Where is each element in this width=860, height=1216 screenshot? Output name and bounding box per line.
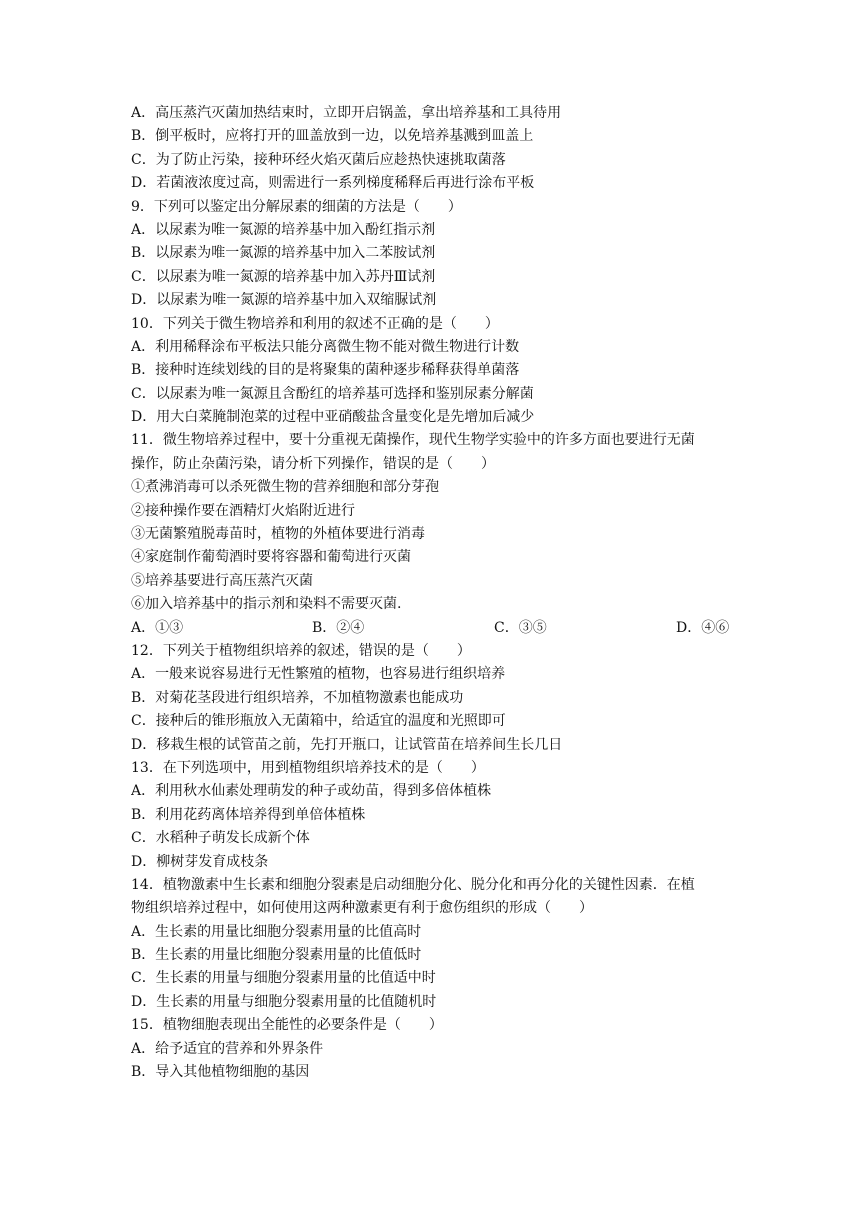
q15-stem: 15．植物细胞表现出全能性的必要条件是（ ） bbox=[131, 1017, 443, 1034]
q14-stem-line-1: 14．植物激素中生长素和细胞分裂素是启动细胞分化、脱分化和再分化的关键性因素．在植 bbox=[131, 876, 695, 893]
q12-option-c: C．接种后的锥形瓶放入无菌箱中，给适宜的温度和光照即可 bbox=[131, 713, 506, 730]
q11-option-d: D．④⑥ bbox=[676, 619, 730, 636]
q11-statement-5: ⑤培养基要进行高压蒸汽灭菌 bbox=[131, 572, 313, 589]
q11-stem-line-2: 操作，防止杂菌污染，请分析下列操作，错误的是（ ） bbox=[131, 455, 495, 472]
q9-option-d: D．以尿素为唯一氮源的培养基中加入双缩脲试剂 bbox=[131, 292, 437, 309]
q14-option-c: C．生长素的用量与细胞分裂素用量的比值适中时 bbox=[131, 970, 436, 987]
q8-option-b: B．倒平板时，应将打开的皿盖放到一边，以免培养基溅到皿盖上 bbox=[131, 128, 534, 145]
q13-option-c: C．水稻种子萌发长成新个体 bbox=[131, 830, 310, 847]
q11-option-b: B．②④ bbox=[312, 619, 365, 636]
q11-statement-6: ⑥加入培养基中的指示剂和染料不需要灭菌. bbox=[131, 596, 402, 613]
q12-stem: 12．下列关于植物组织培养的叙述，错误的是（ ） bbox=[131, 642, 471, 659]
q10-stem: 10．下列关于微生物培养和利用的叙述不正确的是（ ） bbox=[131, 315, 499, 332]
q15-option-b: B．导入其他植物细胞的基因 bbox=[131, 1064, 310, 1081]
q11-statement-2: ②接种操作要在酒精灯火焰附近进行 bbox=[131, 502, 355, 519]
exam-page bbox=[131, 102, 741, 1084]
q11-statement-1: ①煮沸消毒可以杀死微生物的营养细胞和部分芽孢 bbox=[131, 479, 439, 496]
q9-stem: 9．下列可以鉴定出分解尿素的细菌的方法是（ ） bbox=[131, 198, 462, 215]
q11-option-a: A．①③ bbox=[131, 619, 184, 636]
q14-option-b: B．生长素的用量比细胞分裂素用量的比值低时 bbox=[131, 947, 422, 964]
q15-option-a: A．给予适宜的营养和外界条件 bbox=[131, 1040, 324, 1057]
q9-option-b: B．以尿素为唯一氮源的培养基中加入二苯胺试剂 bbox=[131, 245, 436, 262]
q14-option-d: D．生长素的用量与细胞分裂素用量的比值随机时 bbox=[131, 993, 437, 1010]
q12-option-b: B．对菊花茎段进行组织培养，不加植物激素也能成功 bbox=[131, 689, 464, 706]
q8-option-a: A．高压蒸汽灭菌加热结束时，立即开启锅盖，拿出培养基和工具待用 bbox=[131, 105, 562, 121]
q11-options-row bbox=[131, 617, 741, 640]
q11-option-c: C．③⑤ bbox=[494, 619, 547, 636]
q10-option-a: A．利用稀释涂布平板法只能分离微生物不能对微生物进行计数 bbox=[131, 338, 520, 355]
q10-option-c: C．以尿素为唯一氮源且含酚红的培养基可选择和鉴别尿素分解菌 bbox=[131, 385, 534, 402]
q13-option-b: B．利用花药离体培养得到单倍体植株 bbox=[131, 806, 366, 823]
q11-stem-line-1: 11．微生物培养过程中，要十分重视无菌操作，现代生物学实验中的许多方面也要进行无菌 bbox=[131, 432, 695, 449]
q9-option-a: A．以尿素为唯一氮源的培养基中加入酚红指示剂 bbox=[131, 221, 436, 238]
q11-statement-4: ④家庭制作葡萄酒时要将容器和葡萄进行灭菌 bbox=[131, 549, 411, 566]
q9-option-c: C．以尿素为唯一氮源的培养基中加入苏丹Ⅲ试剂 bbox=[131, 268, 436, 285]
q12-option-d: D．移栽生根的试管苗之前，先打开瓶口，让试管苗在培养间生长几日 bbox=[131, 736, 563, 753]
q13-option-a: A．利用秋水仙素处理萌发的种子或幼苗，得到多倍体植株 bbox=[131, 783, 492, 800]
q10-option-d: D．用大白菜腌制泡菜的过程中亚硝酸盐含量变化是先增加后减少 bbox=[131, 409, 535, 426]
q8-option-c: C．为了防止污染，接种环经火焰灭菌后应趁热快速挑取菌落 bbox=[131, 151, 506, 168]
q10-option-b: B．接种时连续划线的目的是将聚集的菌种逐步稀释获得单菌落 bbox=[131, 362, 520, 379]
q12-option-a: A．一般来说容易进行无性繁殖的植物，也容易进行组织培养 bbox=[131, 666, 506, 683]
q11-statement-3: ③无菌繁殖脱毒苗时，植物的外植体要进行消毒 bbox=[131, 526, 425, 543]
q14-option-a: A．生长素的用量比细胞分裂素用量的比值高时 bbox=[131, 923, 422, 940]
q13-stem: 13．在下列选项中，用到植物组织培养技术的是（ ） bbox=[131, 759, 485, 776]
q14-stem-line-2: 物组织培养过程中，如何使用这两种激素更有利于愈伤组织的形成（ ） bbox=[131, 900, 593, 917]
q13-option-d: D．柳树芽发育成枝条 bbox=[131, 853, 269, 870]
q8-option-d: D．若菌液浓度过高，则需进行一系列梯度稀释后再进行涂布平板 bbox=[131, 175, 535, 192]
